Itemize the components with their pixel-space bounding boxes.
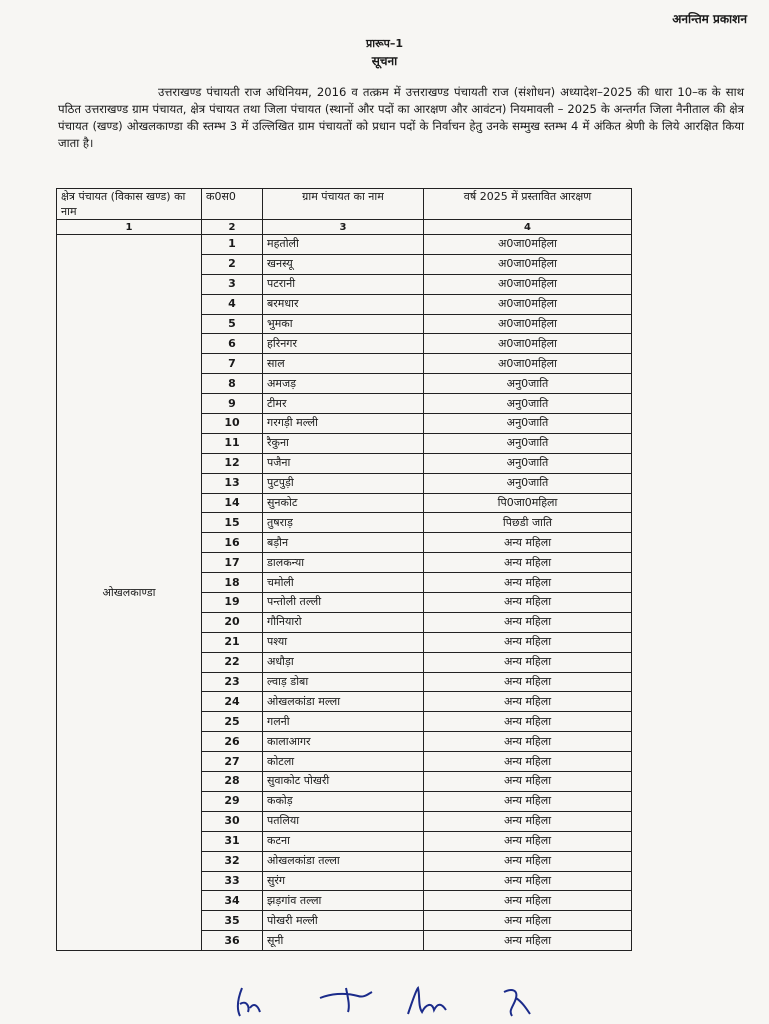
reservation-cell: अ0जा0महिला [424, 334, 632, 354]
village-cell: ओखलकांडा तल्ला [263, 851, 424, 871]
village-cell: बरमधार [263, 294, 424, 314]
serial-cell: 23 [202, 672, 263, 692]
serial-cell: 33 [202, 871, 263, 891]
reservation-cell: अन्य महिला [424, 871, 632, 891]
column-number: 4 [424, 220, 632, 235]
serial-cell: 8 [202, 374, 263, 394]
header-village: ग्राम पंचायत का नाम [263, 189, 424, 220]
village-cell: महतोली [263, 235, 424, 255]
provisional-publication-label: अनन्तिम प्रकाशन [672, 12, 747, 26]
village-cell: कटना [263, 831, 424, 851]
reservation-cell: अन्य महिला [424, 851, 632, 871]
serial-cell: 35 [202, 911, 263, 931]
signature-3 [404, 984, 450, 1020]
serial-cell: 25 [202, 712, 263, 732]
column-number: 2 [202, 220, 263, 235]
column-number: 1 [57, 220, 202, 235]
village-cell: अमजड़ [263, 374, 424, 394]
village-cell: साल [263, 354, 424, 374]
serial-cell: 11 [202, 433, 263, 453]
serial-cell: 6 [202, 334, 263, 354]
reservation-cell: अनु0जाति [424, 473, 632, 493]
signature-2 [318, 984, 376, 1020]
serial-cell: 16 [202, 533, 263, 553]
serial-cell: 28 [202, 772, 263, 792]
table-row [57, 235, 632, 255]
village-cell: भुमका [263, 314, 424, 334]
reservation-cell: अन्य महिला [424, 811, 632, 831]
village-cell: ककोड़ [263, 791, 424, 811]
reservation-cell: अन्य महिला [424, 612, 632, 632]
form-title: प्रारूप–1 [365, 37, 404, 50]
village-cell: पश्या [263, 632, 424, 652]
serial-cell: 20 [202, 612, 263, 632]
reservation-cell: अन्य महिला [424, 652, 632, 672]
reservation-cell: अन्य महिला [424, 831, 632, 851]
village-cell: कोटला [263, 752, 424, 772]
village-cell: गरगड़ी मल्ली [263, 414, 424, 434]
village-cell: ओखलकांडा मल्ला [263, 692, 424, 712]
serial-cell: 1 [202, 235, 263, 255]
table-header-row [57, 189, 632, 220]
header-reservation: वर्ष 2025 में प्रस्तावित आरक्षण [424, 189, 632, 220]
village-cell: पुटपुड़ी [263, 473, 424, 493]
signature-4 [498, 984, 536, 1020]
reservation-cell: अन्य महिला [424, 712, 632, 732]
serial-cell: 22 [202, 652, 263, 672]
reservation-cell: अ0जा0महिला [424, 294, 632, 314]
reservation-cell: अ0जा0महिला [424, 254, 632, 274]
serial-cell: 34 [202, 891, 263, 911]
village-cell: चमोली [263, 573, 424, 593]
village-cell: डालकन्या [263, 553, 424, 573]
reservation-cell: अन्य महिला [424, 632, 632, 652]
block-name-cell: ओखलकाण्डा [57, 235, 202, 951]
serial-cell: 21 [202, 632, 263, 652]
reservation-cell: अ0जा0महिला [424, 274, 632, 294]
intro-text: उत्तराखण्ड पंचायती राज अधिनियम, 2016 व तत्क्रम में उत्तराखण्ड पंचायती राज (संशोधन) अध्यादेश–2025 की धारा 10–क के साथ पठित उत्तराखण्ड ग्राम पंचायत, क्षेत्र पंचायत तथा जिला पंचायत (स्थानों और पदों का आरक्षण और आवंटन) नियमावली – 2025 के अन्तर्गत जिला नैनीताल की क्षेत्र पंचायत (खण्ड) ओखलकाण्डा की स्तम्भ 3 में उल्लिखित ग्राम पंचायतों को प्रधान पदों के निर्वाचन हेतु उनके सम्मुख स्तम्भ 4 में अंकित श्रेणी के लिये आरक्षित किया जाता है। [58, 85, 744, 150]
reservation-cell: अनु0जाति [424, 394, 632, 414]
serial-cell: 32 [202, 851, 263, 871]
reservation-cell: अन्य महिला [424, 573, 632, 593]
serial-cell: 31 [202, 831, 263, 851]
reservation-cell: अन्य महिला [424, 553, 632, 573]
serial-cell: 15 [202, 513, 263, 533]
serial-cell: 24 [202, 692, 263, 712]
village-cell: पोखरी मल्ली [263, 911, 424, 931]
reservation-cell: अ0जा0महिला [424, 354, 632, 374]
serial-cell: 2 [202, 254, 263, 274]
village-cell: पटरानी [263, 274, 424, 294]
reservation-cell: अन्य महिला [424, 931, 632, 951]
serial-cell: 26 [202, 732, 263, 752]
reservation-cell: अन्य महिला [424, 593, 632, 613]
serial-cell: 27 [202, 752, 263, 772]
serial-cell: 4 [202, 294, 263, 314]
header-block-name: क्षेत्र पंचायत (विकास खण्ड) का नाम [57, 189, 202, 220]
village-cell: बड़ौन [263, 533, 424, 553]
village-cell: सूनी [263, 931, 424, 951]
village-cell: सुनकोट [263, 493, 424, 513]
column-number: 3 [263, 220, 424, 235]
intro-paragraph [58, 84, 744, 152]
village-cell: अधौड़ा [263, 652, 424, 672]
village-cell: झड़गांव तल्ला [263, 891, 424, 911]
reservation-cell: अन्य महिला [424, 752, 632, 772]
column-number-row [57, 220, 632, 235]
reservation-cell: अन्य महिला [424, 732, 632, 752]
reservation-cell: पि0जा0महिला [424, 493, 632, 513]
reservation-table [56, 188, 632, 951]
reservation-cell: अन्य महिला [424, 911, 632, 931]
serial-cell: 17 [202, 553, 263, 573]
village-cell: खनस्यू [263, 254, 424, 274]
reservation-cell: अन्य महिला [424, 791, 632, 811]
village-cell: गौनियारो [263, 612, 424, 632]
village-cell: टीमर [263, 394, 424, 414]
table-body [57, 235, 632, 951]
village-cell: गलनी [263, 712, 424, 732]
serial-cell: 3 [202, 274, 263, 294]
reservation-cell: अ0जा0महिला [424, 235, 632, 255]
reservation-cell: अनु0जाति [424, 374, 632, 394]
village-cell: पतलिया [263, 811, 424, 831]
serial-cell: 7 [202, 354, 263, 374]
reservation-cell: अनु0जाति [424, 453, 632, 473]
serial-cell: 19 [202, 593, 263, 613]
village-cell: सुवाकोट पोखरी [263, 772, 424, 792]
serial-cell: 30 [202, 811, 263, 831]
serial-cell: 5 [202, 314, 263, 334]
reservation-cell: अन्य महिला [424, 672, 632, 692]
reservation-cell: पिछडी जाति [424, 513, 632, 533]
village-cell: ल्वाड़ डोबा [263, 672, 424, 692]
serial-cell: 13 [202, 473, 263, 493]
village-cell: रैकुना [263, 433, 424, 453]
notice-title: सूचना [371, 54, 398, 68]
serial-cell: 18 [202, 573, 263, 593]
reservation-cell: अन्य महिला [424, 692, 632, 712]
village-cell: सुरंग [263, 871, 424, 891]
serial-cell: 29 [202, 791, 263, 811]
village-cell: पजैना [263, 453, 424, 473]
village-cell: पन्तोली तल्ली [263, 593, 424, 613]
reservation-cell: अ0जा0महिला [424, 314, 632, 334]
serial-cell: 9 [202, 394, 263, 414]
header-serial: क0स0 [202, 189, 263, 220]
village-cell: कालाआगर [263, 732, 424, 752]
reservation-cell: अन्य महिला [424, 772, 632, 792]
serial-cell: 10 [202, 414, 263, 434]
signature-1 [232, 984, 272, 1020]
reservation-cell: अन्य महिला [424, 891, 632, 911]
village-cell: तुषराड़ [263, 513, 424, 533]
serial-cell: 12 [202, 453, 263, 473]
village-cell: हरिनगर [263, 334, 424, 354]
reservation-cell: अनु0जाति [424, 433, 632, 453]
serial-cell: 36 [202, 931, 263, 951]
serial-cell: 14 [202, 493, 263, 513]
reservation-cell: अनु0जाति [424, 414, 632, 434]
reservation-cell: अन्य महिला [424, 533, 632, 553]
